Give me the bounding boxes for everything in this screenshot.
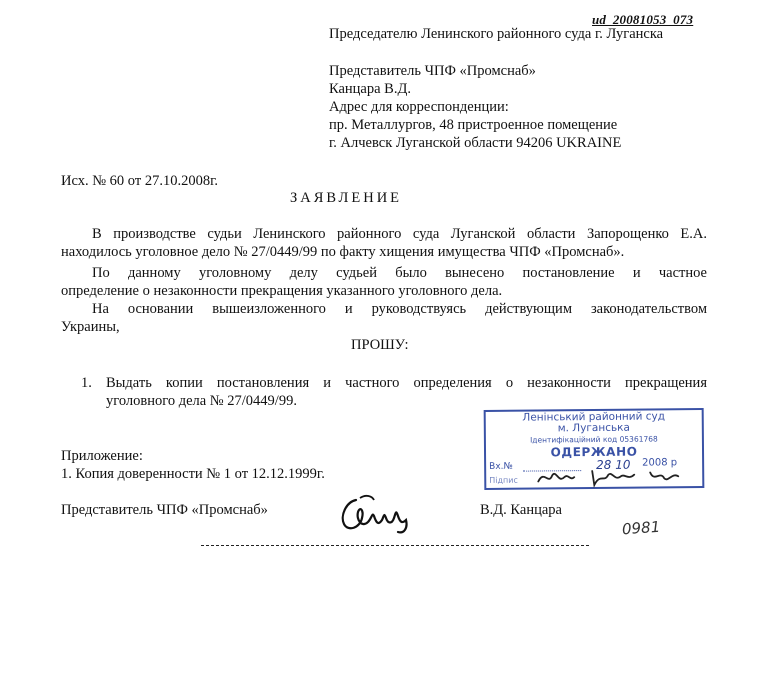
paragraph-3	[61, 300, 707, 336]
paragraph-1-line-2: находилось уголовное дело № 27/0449/99 по факту хищения имущества ЧПФ «Промснаб».	[61, 244, 625, 260]
request-heading: ПРОШУ:	[351, 337, 409, 353]
paragraph-1	[61, 225, 707, 261]
court-received-stamp	[484, 408, 705, 490]
request-item	[106, 374, 707, 410]
outgoing-reference: Исх. № 60 от 27.10.2008г.	[61, 173, 219, 189]
document-id: ud_20081053_073	[592, 12, 694, 27]
paragraph-3-line-1: На основании вышеизложенного и руководствуясь действующим законодательством	[92, 301, 707, 317]
handwritten-number: 0981	[621, 517, 661, 539]
paragraph-2-line-1: По данному уголовному делу судьей было вынесено постановление и частное	[92, 265, 707, 281]
paragraph-3-line-2: Украины,	[61, 319, 120, 335]
signature-role: Представитель ЧПФ «Промснаб»	[61, 502, 268, 518]
address-line-1: пр. Металлургов, 48 пристроенное помещение	[329, 117, 618, 133]
stamp-date: 28 10	[596, 457, 631, 472]
paragraph-2-line-2: определение о незаконности прекращения указанного уголовного дела.	[61, 283, 503, 299]
stamp-status: ОДЕРЖАНО	[550, 444, 638, 460]
stamp-id-code: Ідентифікаційний код 05361768	[530, 434, 658, 445]
request-item-line-1: Выдать копии постановления и частного определения о незаконности прекращения	[106, 375, 707, 391]
signature-name: В.Д. Канцара	[480, 502, 562, 518]
addressee: Председателю Ленинского районного суда г. Луганска	[329, 26, 664, 42]
stamp-court-name: Ленінський районний суд	[522, 410, 666, 424]
sender-name: Канцара В.Д.	[329, 81, 411, 97]
stamp-year: 2008 р	[642, 457, 678, 469]
attachments-label: Приложение:	[61, 448, 143, 464]
stamp-incoming-number-label: Вх.№	[489, 461, 513, 472]
request-item-number: 1.	[81, 375, 92, 391]
address-line-2: г. Алчевск Луганской области 94206 UKRAINE	[329, 135, 622, 151]
stamp-city: м. Луганська	[557, 421, 630, 435]
stamp-handwritten-signature	[534, 464, 694, 489]
stamp-sign-label: Підпис	[489, 475, 518, 485]
dashed-divider	[201, 545, 589, 546]
attachment-item-1: 1. Копия доверенности № 1 от 12.12.1999г.	[61, 466, 325, 482]
paragraph-2	[61, 264, 707, 300]
handwritten-signature	[338, 488, 418, 538]
address-label: Адрес для корреспонденции:	[329, 99, 509, 115]
sender-organization: Представитель ЧПФ «Промснаб»	[329, 63, 536, 79]
request-item-line-2: уголовного дела № 27/0449/99.	[106, 393, 297, 409]
paragraph-1-line-1: В производстве судьи Ленинского районного суда Луганской области Запорощенко Е.А.	[92, 226, 707, 242]
document-title: ЗАЯВЛЕНИЕ	[290, 190, 403, 206]
